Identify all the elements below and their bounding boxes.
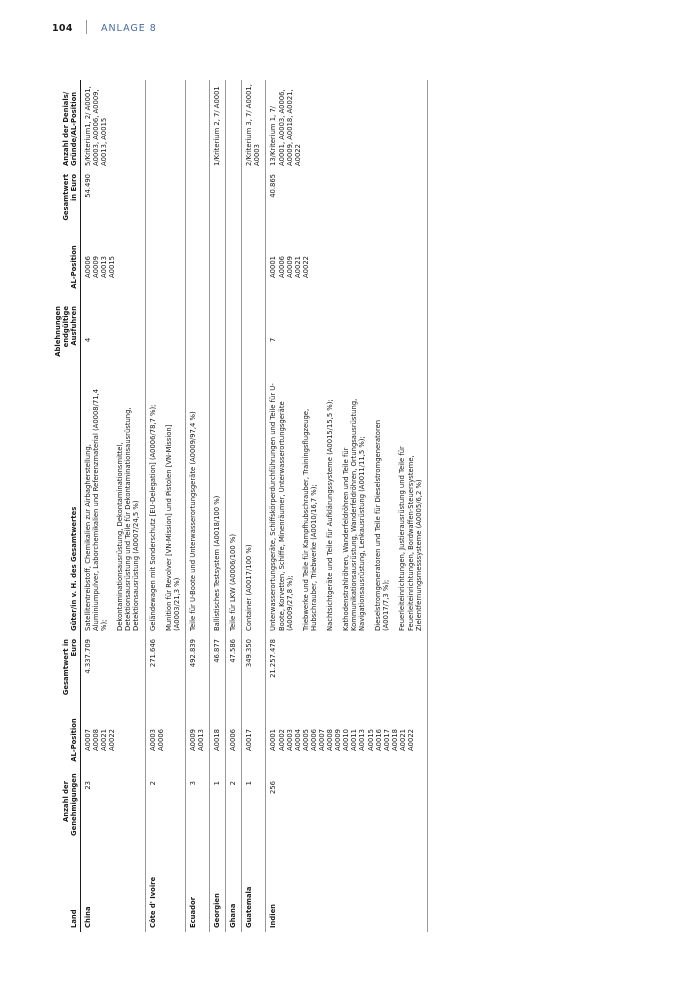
license-count: 1	[210, 777, 226, 840]
al-code: A0015	[366, 729, 375, 751]
col-header-gesamtwert: Gesamtwert in Euro	[52, 635, 81, 703]
al-position-list	[266, 703, 427, 777]
country-name: Ghana	[226, 840, 242, 932]
al-code: A0011	[350, 729, 359, 751]
table-row	[226, 80, 242, 932]
goods-paragraph: Geländewagen mit Sonderschutz [EU-Delegation] (A0006/78,7 %);	[148, 404, 157, 631]
section-title: ANLAGE 8	[100, 23, 157, 34]
table-header-row	[52, 80, 81, 932]
al-code: A0018	[213, 729, 222, 751]
al-code: A0008	[326, 729, 335, 751]
al-code: A0008	[92, 729, 101, 751]
denial-count	[242, 302, 266, 378]
license-count: 2	[145, 777, 185, 840]
denied-value	[185, 170, 209, 232]
denied-value	[226, 170, 242, 232]
denied-value: 54.490	[81, 170, 146, 232]
al-code: A0001	[269, 729, 278, 751]
total-value: 47.586	[226, 635, 242, 703]
al-code: A0006	[277, 256, 286, 278]
denied-value	[145, 170, 185, 232]
al-position-list	[226, 703, 242, 777]
table-row	[266, 80, 427, 932]
al-position-denied-list	[210, 232, 226, 302]
total-value: 21.257.478	[266, 635, 427, 703]
country-name: Côte d' Ivoire	[145, 840, 185, 932]
total-value: 46.877	[210, 635, 226, 703]
country-name: Indien	[266, 840, 427, 932]
denial-reasons	[145, 80, 185, 170]
denied-value: 40.865	[266, 170, 427, 232]
al-code: A0009	[285, 256, 294, 278]
al-code: A0022	[301, 256, 310, 278]
goods-description	[226, 378, 242, 635]
page-header	[52, 20, 157, 34]
total-value: 4.337.709	[81, 635, 146, 703]
denial-reasons: 1/Kriterium 2, 7/ A0001	[210, 80, 226, 170]
denial-count: 4	[81, 302, 146, 378]
denial-reasons	[185, 80, 209, 170]
al-code: A0006	[309, 729, 318, 751]
al-code: A0006	[156, 729, 165, 751]
al-position-list	[145, 703, 185, 777]
al-code: A0021	[100, 729, 109, 751]
denial-count: 7	[266, 302, 427, 378]
denial-count	[145, 302, 185, 378]
al-position-denied-list	[81, 232, 146, 302]
goods-description	[242, 378, 266, 635]
table-row	[210, 80, 226, 932]
col-header-land: Land	[52, 840, 81, 932]
al-code: A0007	[84, 729, 92, 751]
goods-paragraph: Nachtsichtgeräte und Teile für Aufklärungssysteme (A0015/15,5 %);	[325, 399, 334, 631]
denial-count	[226, 302, 242, 378]
goods-description	[266, 378, 427, 635]
al-position-list	[81, 703, 146, 777]
goods-paragraph: Unterwasserortungsgeräte, Schiffskörperdurchführungen und Teile für U-Boote, Korvetten, Schiffe, Minenräumer, Unterwasserortungsgeräte (A0009/27,8 %);	[269, 383, 294, 631]
al-code: A0003	[148, 729, 157, 751]
goods-paragraph: Container (A0017/100 %)	[245, 544, 254, 631]
goods-description	[185, 378, 209, 635]
goods-paragraph: Dieselstromgeneratoren und Teile für Dieselstromgeneratoren (A0017/7,3 %);	[374, 419, 391, 631]
goods-description	[145, 378, 185, 635]
al-code: A0022	[407, 729, 415, 751]
table-row	[145, 80, 185, 932]
al-code: A0021	[293, 256, 302, 278]
al-code: A0016	[374, 729, 383, 751]
license-count: 23	[81, 777, 146, 840]
page-number: 104	[52, 23, 73, 34]
al-position-denied-list	[242, 232, 266, 302]
al-code: A0013	[196, 729, 205, 751]
al-code: A0001	[269, 256, 278, 278]
rotated-table-container	[52, 80, 660, 932]
al-code: A0022	[108, 729, 117, 751]
denied-value	[242, 170, 266, 232]
goods-paragraph: Triebwerke und Teile für Kampfhubschrauber, Trainingsflugzeuge, Hubschrauber, Triebwerke (A0010/16,7 %);	[301, 408, 318, 631]
al-code: A0010	[342, 729, 351, 751]
al-code: A0004	[293, 729, 302, 751]
denial-reasons: 13/Kriterium 1, 7/ A0001, A0003, A0006, A0009, A0018, A0021, A0022	[266, 80, 427, 170]
col-header-ablehnungen: Ablehnungen endgültige Ausfuhren	[52, 302, 81, 378]
denial-reasons: 5/Kriterium1, 2/ A0001, A0003, A0006, A0009, A0013, A0015	[81, 80, 146, 170]
al-code: A0013	[358, 729, 367, 751]
denial-count	[185, 302, 209, 378]
al-code: A0017	[382, 729, 391, 751]
al-position-denied-list	[266, 232, 427, 302]
country-name: Guatemala	[242, 840, 266, 932]
total-value: 349.350	[242, 635, 266, 703]
export-table	[52, 80, 428, 932]
goods-paragraph: Feuerleiteinrichtungen, Justierausrüstung und Teile für Feuerleiteinrichtungen, Bordwaffen-Steuersysteme, Zielentfernungsmesssysteme (A0005/6,2 %)	[398, 446, 423, 631]
al-code: A0005	[301, 729, 310, 751]
al-position-list	[185, 703, 209, 777]
al-code: A0009	[188, 729, 197, 751]
goods-paragraph: Dekontaminationsausrüstung, Dekontaminationsmittel, Detektionsausrüstung und Teile für Dekontaminationsausrüstung, Detektionsausrüstung (A0007/24,5 %)	[116, 407, 141, 631]
al-position-denied-list	[145, 232, 185, 302]
al-code: A0002	[277, 729, 286, 751]
license-count: 3	[185, 777, 209, 840]
table-row	[81, 80, 146, 932]
table-body	[81, 80, 428, 932]
al-code: A0021	[398, 729, 407, 751]
col-header-anzahl: Anzahl der Genehmigungen	[52, 777, 81, 840]
al-code: A0015	[108, 256, 117, 278]
goods-paragraph: Satellitentreibstoff, Chemikalien zur Airbagherstellung, Aluminiumpulver, Laborchemikalien und Referenzmaterial (A0008/71,4 %);	[84, 388, 109, 631]
al-position-list	[242, 703, 266, 777]
al-code: A0007	[317, 729, 326, 751]
license-count: 2	[226, 777, 242, 840]
denial-reasons: 2/Kriterium 3, 7/ A0001, A0003	[242, 80, 266, 170]
al-position-denied-list	[226, 232, 242, 302]
country-name: Georgien	[210, 840, 226, 932]
al-code: A0018	[390, 729, 399, 751]
al-position-denied-list	[185, 232, 209, 302]
table-row	[242, 80, 266, 932]
goods-paragraph: Munition für Revolver [VN-Mission] und Pistolen [VN-Mission] (A0003/21,3 %)	[164, 424, 181, 631]
license-count: 256	[266, 777, 427, 840]
table-row	[185, 80, 209, 932]
denied-value	[210, 170, 226, 232]
denial-reasons	[226, 80, 242, 170]
col-header-denials: Anzahl der Denials/ Gründe/AL-Position	[52, 80, 81, 170]
al-code: A0003	[285, 729, 294, 751]
al-code: A0006	[84, 256, 92, 278]
al-code: A0013	[100, 256, 109, 278]
al-position-list	[210, 703, 226, 777]
goods-paragraph: Ballistisches Testsystem (A0018/100 %)	[213, 495, 222, 631]
goods-paragraph: Kathodenstrahlröhren, Wanderfeldröhren und Teile für Kommunikationsausrüstung, Wanderfeldröhren, Ortungsausrüstung, Navigationsausrüstung, Lenkausrüstung (A0011/11,5 %);	[341, 398, 367, 631]
total-value: 492.839	[185, 635, 209, 703]
goods-description	[81, 378, 146, 635]
country-name: Ecuador	[185, 840, 209, 932]
al-code: A0006	[229, 729, 238, 751]
col-header-al-position-abl: AL-Position	[52, 232, 81, 302]
denial-count	[210, 302, 226, 378]
country-name: China	[81, 840, 146, 932]
al-code: A0017	[245, 729, 254, 751]
goods-paragraph: Teile für U-Boote und Unterwasserortungsgeräte (A0009/97,4 %)	[188, 411, 197, 631]
col-header-gueter: Güter/in v. H. des Gesamtwertes	[52, 378, 81, 635]
col-header-gesamtwert-abl: Gesamtwert in Euro	[52, 170, 81, 232]
goods-description	[210, 378, 226, 635]
total-value: 271.646	[145, 635, 185, 703]
al-code: A0009	[334, 729, 343, 751]
col-header-al-position: AL-Position	[52, 703, 81, 777]
al-code: A0009	[92, 256, 101, 278]
license-count: 1	[242, 777, 266, 840]
goods-paragraph: Teile für LKW (A0006/100 %)	[229, 534, 238, 631]
header-divider	[86, 20, 87, 34]
